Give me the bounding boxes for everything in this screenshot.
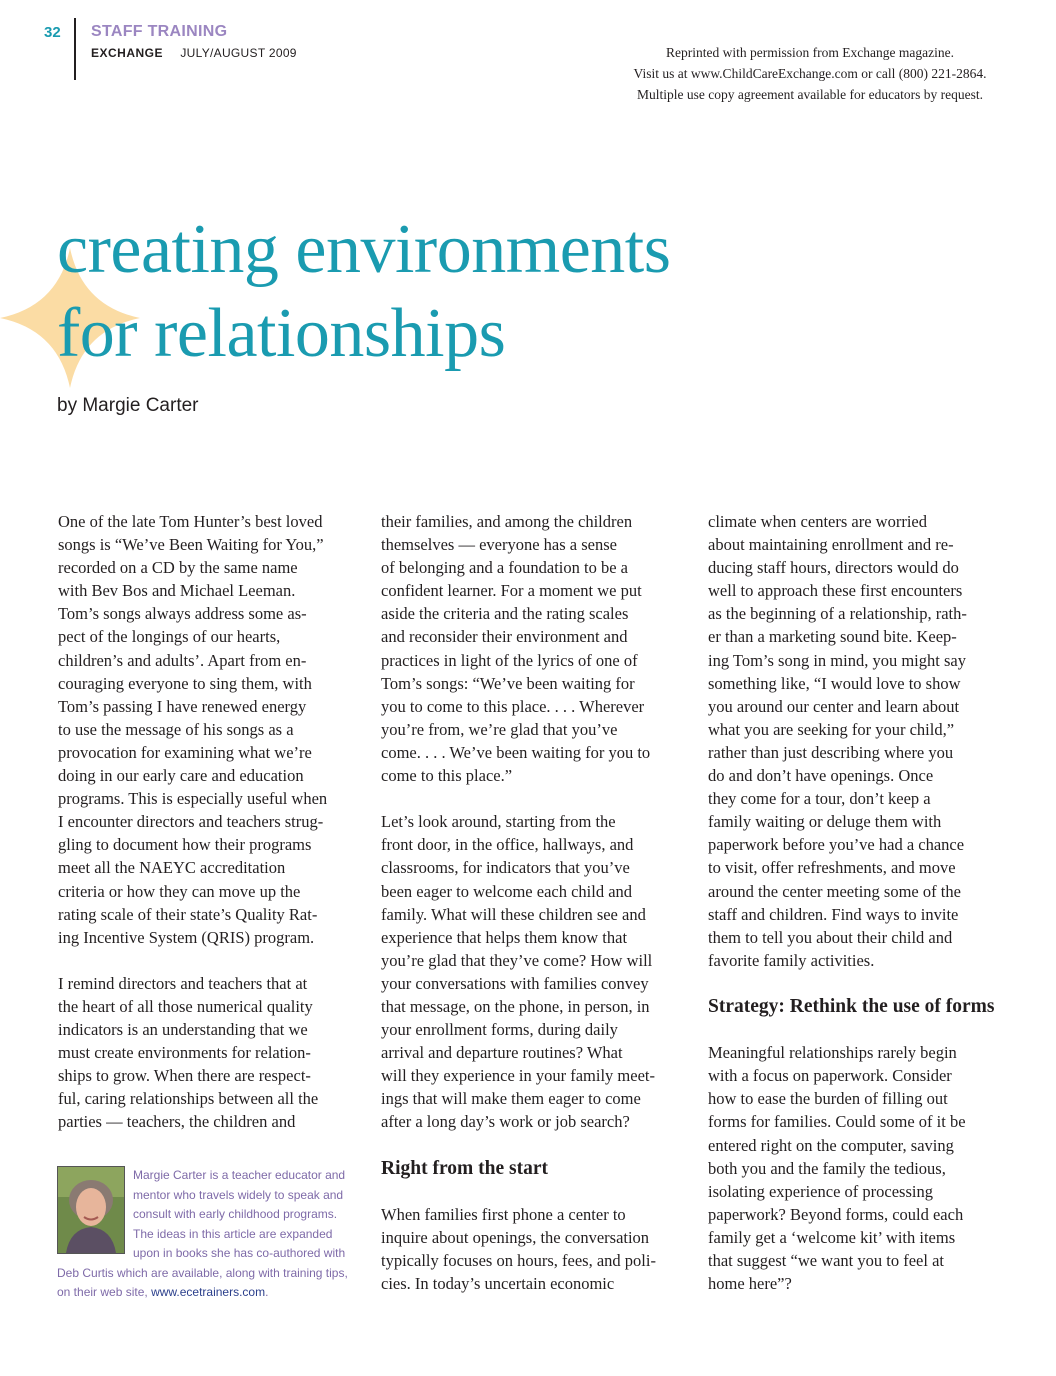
column-2-body-continued xyxy=(381,1203,681,1295)
text-line: rather than just describing where you xyxy=(708,742,954,762)
text-line: parties — teachers, the children and xyxy=(58,1112,296,1132)
reprint-line: Reprinted with permission from Exchange magazine. xyxy=(666,45,954,60)
text-line: entered right on the computer, saving xyxy=(708,1135,954,1155)
text-line: after a long day’s work or job search? xyxy=(381,1112,630,1132)
text-line: gling to document how their programs xyxy=(58,835,312,855)
bio-line: The ideas in this article are expanded xyxy=(133,1226,333,1241)
text-line: ing Tom’s song in mind, you might say xyxy=(708,650,966,670)
column-3-body-continued xyxy=(708,1041,1008,1295)
text-line: come to this place.” xyxy=(381,766,513,786)
text-line: isolating experience of processing xyxy=(708,1181,933,1201)
text-line: children’s and adults’. Apart from en- xyxy=(58,650,307,670)
text-line: well to approach these first encounters xyxy=(708,581,963,601)
text-line: the heart of all those numerical quality xyxy=(58,996,313,1016)
text-line: staff and children. Find ways to invite xyxy=(708,904,959,924)
text-line: will they experience in your family meet- xyxy=(381,1066,655,1086)
reprint-line: Multiple use copy agreement available for educators by request. xyxy=(637,87,983,102)
text-line: couraging everyone to sing them, with xyxy=(58,673,312,693)
text-line: you’re glad that they’ve come? How will xyxy=(381,950,653,970)
column-2-body xyxy=(381,510,681,1134)
text-line: forms for families. Could some of it be xyxy=(708,1112,966,1132)
byline: by Margie Carter xyxy=(57,395,199,416)
text-line: I encounter directors and teachers strug- xyxy=(58,812,324,832)
bio-line: mentor who travels widely to speak and xyxy=(133,1187,344,1202)
text-line: Tom’s songs: “We’ve been waiting for xyxy=(381,673,635,693)
text-line: how to ease the burden of filling out xyxy=(708,1089,948,1109)
text-line: arrival and departure routines? What xyxy=(381,1043,623,1063)
text-line: favorite family activities. xyxy=(708,950,875,970)
text-line: what you are seeking for your child,” xyxy=(708,719,955,739)
text-line: paperwork before you’ve had a chance xyxy=(708,835,965,855)
text-line: them to tell you about their child and xyxy=(708,927,953,947)
bio-line: upon in books she has co-authored with xyxy=(133,1246,346,1260)
text-line: ducing staff hours, directors would do xyxy=(708,558,959,578)
bio-line xyxy=(57,1283,357,1303)
paragraph-gap xyxy=(58,949,350,972)
text-line: that message, on the phone, in person, in xyxy=(381,996,650,1016)
text-line: you’re from, we’re glad that you’ve xyxy=(381,719,618,739)
text-line: I remind directors and teachers that at xyxy=(58,973,308,993)
text-line: come. . . . We’ve been waiting for you to xyxy=(381,742,651,762)
text-line: about maintaining enrollment and re- xyxy=(708,535,954,555)
text-line: to visit, offer refreshments, and move xyxy=(708,858,956,878)
text-line: to use the message of his songs as a xyxy=(58,719,294,739)
text-line: and reconsider their environment and xyxy=(381,627,628,647)
author-bio xyxy=(57,1166,357,1303)
text-line: around the center meeting some of the xyxy=(708,881,961,901)
text-line: criteria or how they can move up the xyxy=(58,881,301,901)
text-line: they come for a tour, don’t keep a xyxy=(708,789,931,809)
text-line: classrooms, for indicators that you’ve xyxy=(381,858,630,878)
text-line: confident learner. For a moment we put xyxy=(381,581,642,601)
text-line: home here”? xyxy=(708,1274,792,1294)
article-column-2 xyxy=(381,510,681,1295)
reprint-notice xyxy=(560,42,1056,105)
section-label: STAFF TRAINING xyxy=(91,23,228,40)
text-line: typically focuses on hours, fees, and poli- xyxy=(381,1251,656,1270)
text-line: you around our center and learn about xyxy=(708,696,960,716)
text-line: cies. In today’s uncertain economic xyxy=(381,1274,615,1294)
text-line: paperwork? Beyond forms, could each xyxy=(708,1204,964,1224)
subheading-strategy: Strategy: Rethink the use of forms xyxy=(708,995,995,1017)
text-line: that suggest “we want you to feel at xyxy=(708,1251,944,1270)
text-line: you to come to this place. . . . Wherever xyxy=(381,696,645,716)
text-line: provocation for examining what we’re xyxy=(58,742,312,762)
page-number: 32 xyxy=(44,24,61,41)
text-line: of belonging and a foundation to be a xyxy=(381,558,628,578)
title-line: for relationships xyxy=(57,295,506,372)
magazine-name: EXCHANGE xyxy=(91,46,164,60)
text-line: When families first phone a center to xyxy=(381,1204,626,1224)
title-line: creating environments xyxy=(57,211,671,288)
text-line: as the beginning of a relationship, rath- xyxy=(708,604,967,624)
text-line: meet all the NAEYC accreditation xyxy=(58,858,286,878)
text-line: family. What will these children see and xyxy=(381,904,646,924)
website-link[interactable]: www.ecetrainers.com xyxy=(151,1285,266,1299)
text-line: with Bev Bos and Michael Leeman. xyxy=(58,581,296,601)
text-line: experience that helps them know that xyxy=(381,927,628,947)
text-line: songs is “We’ve Been Waiting for You,” xyxy=(58,535,324,555)
magazine-issue-line xyxy=(91,46,297,60)
text-line: er than a marketing sound bite. Keep- xyxy=(708,627,957,647)
text-line: ing Incentive System (QRIS) program. xyxy=(58,927,315,947)
column-3-body xyxy=(708,510,1008,972)
article-column-3 xyxy=(708,510,1008,1295)
text-line: do and don’t have openings. Once xyxy=(708,766,934,786)
text-line: practices in light of the lyrics of one of xyxy=(381,650,638,670)
bio-line: consult with early childhood programs. xyxy=(133,1207,338,1221)
text-line: programs. This is especially useful when xyxy=(58,789,328,809)
text-line: family get a ‘welcome kit’ with items xyxy=(708,1227,956,1247)
bio-line-prefix: on their web site, xyxy=(57,1285,152,1299)
text-line: both you and the family the tedious, xyxy=(708,1158,946,1178)
text-line: Tom’s passing I have renewed energy xyxy=(58,696,307,716)
text-line: aside the criteria and the rating scales xyxy=(381,604,629,624)
text-line: Meaningful relationships rarely begin xyxy=(708,1043,957,1063)
text-line: front door, in the office, hallways, and xyxy=(381,835,634,855)
text-line: something like, “I would love to show xyxy=(708,673,961,693)
text-line: Tom’s songs always address some as- xyxy=(58,604,307,624)
text-line: ships to grow. When there are respect- xyxy=(58,1066,311,1086)
text-line: inquire about openings, the conversation xyxy=(381,1227,650,1247)
bio-line: Margie Carter is a teacher educator and xyxy=(133,1168,346,1182)
text-line: doing in our early care and education xyxy=(58,766,304,786)
paragraph-gap xyxy=(381,787,681,810)
text-line: your conversations with families convey xyxy=(381,973,649,993)
text-line: ful, caring relationships between all the xyxy=(58,1089,319,1109)
reprint-line: Visit us at www.ChildCareExchange.com or call (800) 221-2864. xyxy=(633,66,987,81)
text-line: must create environments for relation- xyxy=(58,1043,311,1063)
text-line: your enrollment forms, during daily xyxy=(381,1020,618,1040)
bio-line: Deb Curtis which are available, along with training tips, xyxy=(57,1265,348,1280)
text-line: ings that will make them eager to come xyxy=(381,1089,641,1109)
text-line: with a focus on paperwork. Consider xyxy=(708,1066,952,1086)
header-divider xyxy=(74,18,76,80)
text-line: climate when centers are worried xyxy=(708,512,927,531)
text-line: rating scale of their state’s Quality Rat- xyxy=(58,904,318,924)
article-column-1 xyxy=(58,510,350,1134)
text-line: indicators is an understanding that we xyxy=(58,1020,308,1040)
text-line: Let’s look around, starting from the xyxy=(381,812,616,832)
issue-date: JULY/AUGUST 2009 xyxy=(180,46,297,60)
text-line: One of the late Tom Hunter’s best loved xyxy=(58,512,323,531)
text-line: themselves — everyone has a sense xyxy=(381,535,617,555)
bio-line-suffix: . xyxy=(265,1285,269,1299)
text-line: family waiting or deluge them with xyxy=(708,812,942,832)
text-line: recorded on a CD by the same name xyxy=(58,558,298,578)
article-title xyxy=(57,208,670,376)
text-line: their families, and among the children xyxy=(381,512,633,531)
subheading-right-from-the-start: Right from the start xyxy=(381,1157,548,1179)
text-line: pect of the longings of our hearts, xyxy=(58,627,281,647)
text-line: been eager to welcome each child and xyxy=(381,881,633,901)
